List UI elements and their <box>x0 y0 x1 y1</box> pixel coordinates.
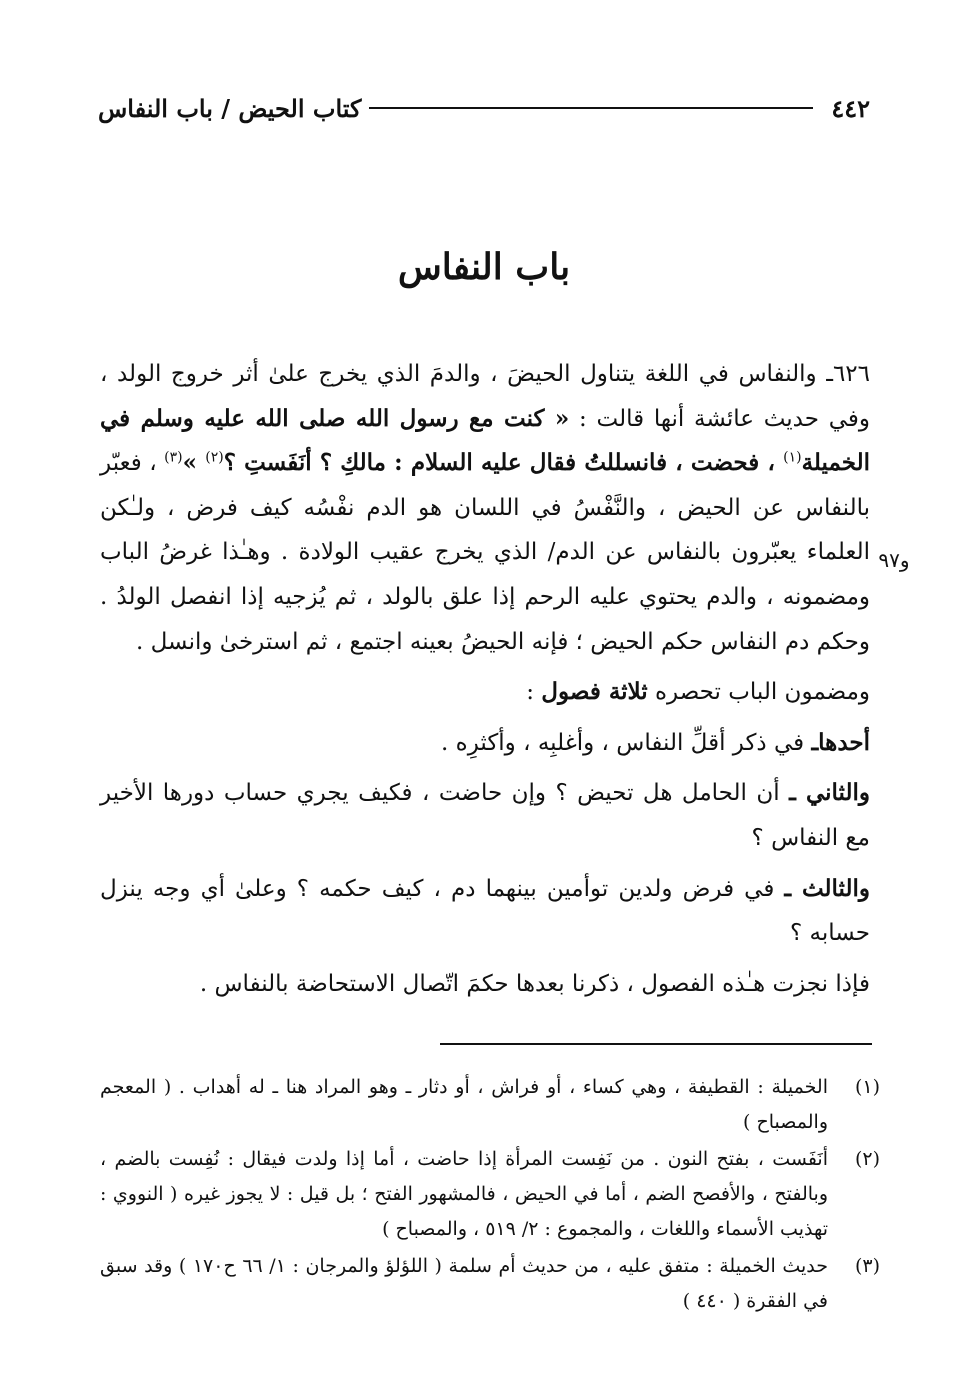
footnote-separator <box>440 1043 872 1045</box>
paragraph-section-2 <box>100 771 870 860</box>
paragraph-text: ، فعبّر بالنفاس عن الحيض ، والنَّفْسُ في اللسان هو الدم نفْسُه كيف فرض ، ولـٰكن العلماء يعبّرون بالنفاس عن الدم/ الذي يخرج عقيب الولادة . وهـٰذا غرضُ الباب ومضمونه ، والدم يحتوي عليه الرحم إذا علق بالولد ، ثم يُزجيه إذا انفصل الولدُ . وحكم دم النفاس حكم الحيض ؛ فإنه الحيضُ بعينه اجتمع ، ثم استرخىٰ وانسل . <box>100 450 870 655</box>
footnote-number: (١) <box>854 1076 880 1098</box>
footnote-number: (٣) <box>854 1255 880 1277</box>
paragraph-chapter-contents <box>100 670 870 715</box>
paragraph-626 <box>100 352 870 664</box>
paragraph-text: في فرض ولدين توأمين بينهما دم ، كيف حكمه ؟ وعلىٰ أي وجه ينزل حسابه ؟ <box>100 875 870 947</box>
paragraph-section-3 <box>100 867 870 956</box>
header-title: كتاب الحيض / باب النفاس <box>98 93 362 123</box>
header-rule <box>369 107 813 109</box>
footnote-text: الخميلة : القطيفة ، وهي كساء ، أو فراش ، أو دثار ـ وهو المراد هنا ـ له أهداب . ( المعجم والمصباح ) <box>100 1076 828 1133</box>
paragraph-closing <box>100 962 870 1007</box>
margin-folio-note: و٩٧ <box>878 548 910 572</box>
running-header <box>98 88 870 128</box>
footnote-number: (٢) <box>854 1148 880 1170</box>
footnote-ref-2: (٢) <box>205 449 224 466</box>
footnote-text: حديث الخميلة : متفق عليه ، من حديث أم سلمة ( اللؤلؤ والمرجان : ١/ ٦٦ ح١٧٠ ) وقد سبق في الفقرة ( ٤٤٠ ) <box>100 1255 828 1312</box>
footnote <box>100 1070 880 1140</box>
paragraph-section-1 <box>100 721 870 766</box>
chapter-title: باب النفاس <box>397 246 571 288</box>
footnote-ref-1: (١) <box>783 449 802 466</box>
hadith-quote: « كنت مع رسول الله صلى الله عليه وسلم في الخميلة <box>100 404 871 477</box>
paragraph-text: ٦٢٦ـ والنفاس في اللغة يتناول الحيضَ ، والدمَ الذي يخرج علىٰ أثر خروج الولد ، وفي حديث عائشة أنها قالت : <box>100 361 870 432</box>
hadith-quote: » <box>182 449 206 477</box>
body-text <box>100 352 870 1006</box>
paragraph-text: في ذكر أقلِّ النفاس ، وأغلبِه ، وأكثرِه . <box>441 729 812 756</box>
hadith-quote: ، فحضت ، فانسللتُ فقال عليه السلام : مالكِ ؟ أنَفَستِ ؟ <box>223 449 784 477</box>
footnotes <box>100 1070 880 1321</box>
paragraph-text: أن الحامل هل تحيض ؟ وإن حاضت ، فكيف يجري حساب دورها الأخير مع النفاس ؟ <box>100 780 870 851</box>
page-number: ٤٤٢ <box>831 93 870 123</box>
paragraph-text: : <box>526 679 542 706</box>
section-label: والثالث ـ <box>784 874 870 902</box>
footnote-ref-3: (٣) <box>164 449 183 466</box>
footnote <box>100 1249 880 1319</box>
footnote-text: أنَفَست ، بفتح النون . من نَفِست المرأة إذا حاضت ، أما إذا ولدت فيقال : نُفِست بالضم ، وبالفتح ، والأفصح الضم ، أما في الحيض ، فالمشهور الفتح ؛ بل قيل : لا يجوز غيره ( النووي : تهذيب الأسماء واللغات ، والمجموع : ٢/ ٥١٩ ، والمصباح ) <box>100 1148 828 1240</box>
footnote <box>100 1142 880 1247</box>
paragraph-text: ومضمون الباب تحصره <box>647 679 870 706</box>
section-label: والثاني ـ <box>789 779 870 807</box>
paragraph-text: فإذا نجزت هـٰذه الفصول ، ذكرنا بعدها حكمَ اتّصال الاستحاضة بالنفاس . <box>199 970 870 997</box>
bold-phrase: ثلاثة فصول <box>541 678 648 706</box>
section-label: أحدهاـ <box>811 728 870 756</box>
